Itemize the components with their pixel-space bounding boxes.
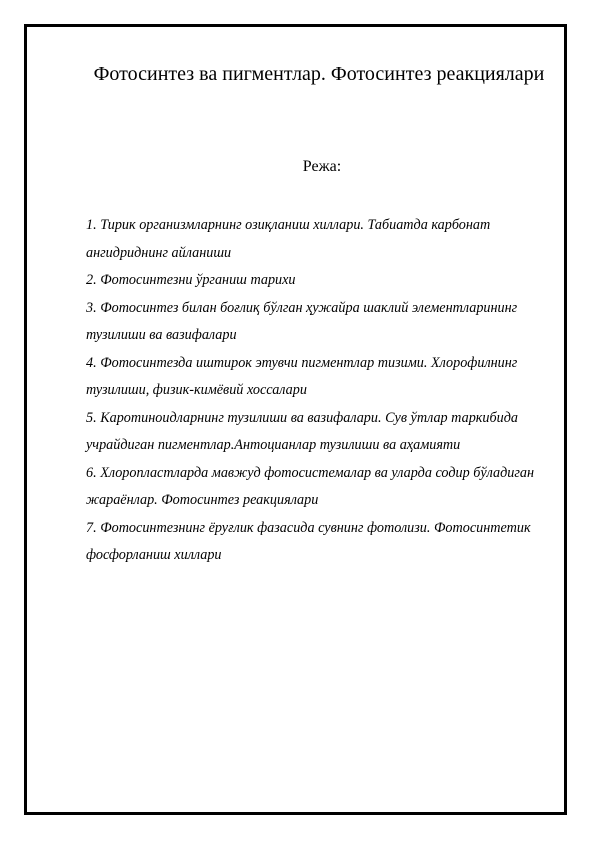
- plan-item: 1. Тирик организмларнинг озиқланиш хиллари. Табиатда карбонат ангидриднинг айланиши: [86, 217, 491, 261]
- plan-heading: Режа:: [302, 158, 342, 175]
- plan-list: [86, 212, 556, 570]
- plan-item: 2. Фотосинтезни ўрганиш тарихи: [86, 272, 296, 288]
- plan-item: 5. Каротиноидларнинг тузилиши ва вазифалари. Сув ўтлар таркибида учрайдиган пигментлар.Антоцианлар тузилиши ва аҳамияти: [86, 409, 519, 453]
- document-title: Фотосинтез ва пигментлар. Фотосинтез реакциялари: [93, 63, 545, 85]
- plan-item: 3. Фотосинтез билан боғлиқ бўлган ҳужайра шаклий элементларининг тузилиши ва вазифалари: [86, 299, 518, 343]
- plan-item: 6. Хлоропластларда мавжуд фотосистемалар ва уларда содир бўладиган жараёнлар. Фотосинтез реакциялари: [86, 464, 535, 508]
- plan-item: 4. Фотосинтезда иштирок этувчи пигментлар тизими. Хлорофилнинг тузилиши, физик-кимёвий хоссалари: [86, 354, 518, 398]
- plan-item: 7. Фотосинтезнинг ёруғлик фазасида сувнинг фотолизи. Фотосинтетик фосфорланиш хиллари: [86, 519, 531, 563]
